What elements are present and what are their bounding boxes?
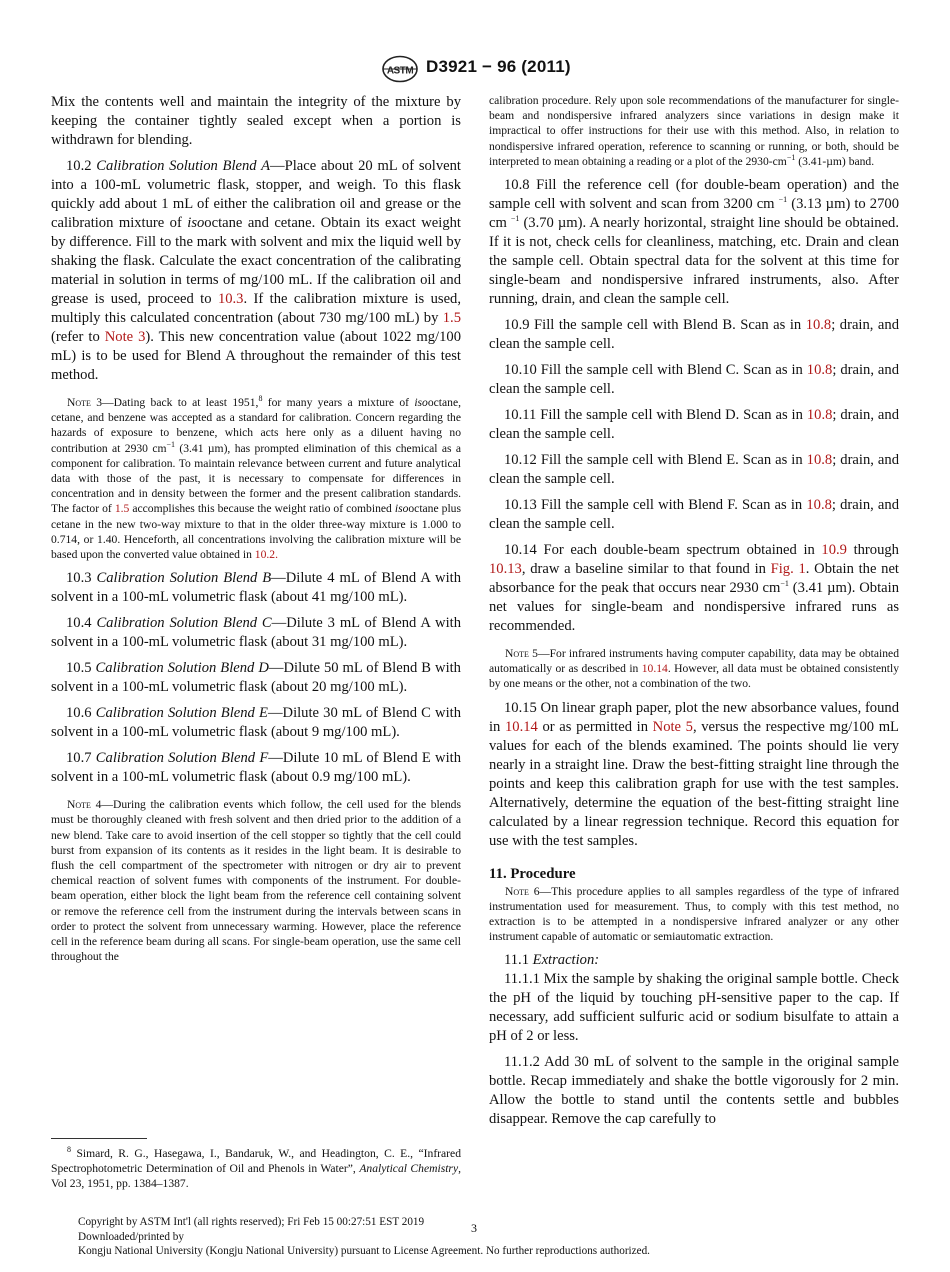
link-10-14[interactable]: 10.14 [641, 662, 668, 676]
paragraph-10-13: 10.13 Fill the sample cell with Blend F. Scan as in 10.8; drain, and clean the sample cell. [489, 497, 899, 533]
link-10-8[interactable]: 10.8 [806, 452, 833, 469]
paragraph-10-8: 10.8 Fill the reference cell (for double-beam operation) and the sample cell with solvent and scan from 3200 cm $^{-1}$ (3.13 µm) to 2700 cm $^{-1}$ (3.70 µm). A nearly horizontal, straight line should be obtained. If it is not, check cells for cleanliness, matching, etc. Drain and clean the sample cell. Obtain spectral data for the solvent at this time for single-beam and nondispersive infrared instruments, also. After running, drain, and clean the sample cell. [489, 177, 899, 308]
paragraph-11-1-2: 11.1.2 Add 30 mL of solvent to the sample in the original sample bottle. Recap immediately and shake the bottle vigorously for 2 min. Allow the bottle to stand until the contents settle and bubbles disappear. Remove the cap carefully to [489, 1054, 899, 1128]
link-10-14[interactable]: 10.14 [505, 718, 538, 735]
left-column [51, 93, 461, 964]
link-10-8[interactable]: 10.8 [806, 362, 833, 379]
link-fig-1[interactable]: Fig. 1 [770, 561, 806, 578]
link-10-13[interactable]: 10.13 [489, 561, 522, 578]
paragraph-continuation: Mix the contents well and maintain the integrity of the mixture by keeping the container tightly sealed except when a portion is withdrawn for blending. [51, 94, 461, 148]
note-3: Note 3—Dating back to at least 1951,$^8$ for many years a mixture of isooctane, cetane, and benzene was accepted as a standard for calibration. Concern regarding the hazards of exposure to benzene, which acts here only as a diluent having no contribution at 2930 $cm^{-1}$ (3.41 µm), has prompted elimination of this chemical as a component for calibration. To maintain relevance between current and future analytical data with those of the past, it is necessary to compensate for differences in concentration and in density between the former and the present calibration standards. The factor of 1.5 accomplishes this because the weight ratio of combined isooctane plus cetane in the new two-way mixture to that in the older three-way mixture is 1.000 to 0.714, or 1.40. Henceforth, all concentrations involving the calibration mixture will be based upon the converted value obtained in 10.2. [51, 394, 461, 562]
paragraph-10-6: 10.6 Calibration Solution Blend E—Dilute 30 mL of Blend C with solvent in a 100-mL volumetric flask (about 9 mg/100 mL). [51, 705, 461, 741]
footnote-divider [51, 1138, 147, 1139]
link-10-8[interactable]: 10.8 [806, 407, 833, 424]
link-10-8[interactable]: 10.8 [806, 497, 832, 514]
paragraph-11-1: 11.1 Extraction: [504, 952, 600, 969]
link-note-3[interactable]: Note 3 [104, 329, 146, 345]
note-4-continued: calibration procedure. Rely upon sole recommendations of the manufacturer for single-beam and nondispersive infrared analyzers since variations in design make it impractical to offer instructions for their use with this method. Also, in relation to nondispersive infrared operation, reference to scanning or running, or both, should be interpreted to mean obtaining a reading or a plot of the $2930-cm^{-1}$ (3.41-µm) band. [489, 94, 899, 168]
right-column [489, 93, 899, 1129]
note-5: Note 5—For infrared instruments having computer capability, data may be obtained automatically or as described in 10.14. However, all data must be obtained consistently by one means or the other, not a combination of the two. [489, 647, 899, 691]
copyright-footer [78, 1215, 650, 1259]
footnote-8: $^8$ Simard, R. G., Hasegawa, I., Bandaruk, W., and Headington, C. E., “Infrared Spectrophotometric Determination of Oil and Phenols in Water”, Analytical Chemistry, Vol 23, 1951, pp. 1384–1387. [51, 1145, 461, 1191]
page-number: 3 [471, 1221, 477, 1235]
link-10-9[interactable]: 10.9 [821, 542, 847, 559]
paragraph-10-3: 10.3 Calibration Solution Blend B—Dilute 4 mL of Blend A with solvent in a 100-mL volumetric flask (about 41 mg/100 mL). [51, 570, 461, 606]
link-1-5-note[interactable]: 1.5 [114, 502, 130, 516]
paragraph-10-10: 10.10 Fill the sample cell with Blend C. Scan as in 10.8; drain, and clean the sample cell. [489, 362, 899, 398]
link-note-5[interactable]: Note 5 [652, 718, 693, 735]
astm-logo-icon [380, 55, 420, 83]
document-id: D3921 − 96 (2011) [426, 57, 571, 76]
footer-line-1: Copyright by ASTM Int'l (all rights reserved); Fri Feb 15 00:27:51 EST 2019 [78, 1216, 425, 1228]
paragraph-10-4: 10.4 Calibration Solution Blend C—Dilute 3 mL of Blend A with solvent in a 100-mL volumetric flask (about 31 mg/100 mL). [51, 615, 462, 651]
page-header [0, 55, 950, 85]
section-11-heading: 11. Procedure [489, 865, 576, 882]
link-10-8[interactable]: 10.8 [805, 317, 832, 334]
link-1-5[interactable]: 1.5 [442, 310, 461, 326]
paragraph-11-1-1: 11.1.1 Mix the sample by shaking the original sample bottle. Check the pH of the liquid by touching pH-sensitive paper to the cap. If necessary, add sufficient sulfuric acid or sodium bisulfate to attain a pH of 2 or less. [489, 971, 899, 1045]
footer-line-3: Kongju National University (Kongju National University) pursuant to License Agreement. No further reproductions authorized. [78, 1245, 650, 1258]
paragraph-10-14: 10.14 For each double-beam spectrum obtained in 10.9 through 10.13, draw a baseline similar to that found in Fig. 1. Obtain the net absorbance for the peak that occurs near 2930 $cm^{-1}$ (3.41 µm). Obtain net values for single-beam and nondispersive infrared runs as recommended. [489, 542, 899, 635]
note-4: Note 4—During the calibration events which follow, the cell used for the blends must be thoroughly cleaned with fresh solvent and then dried prior to the addition of a new blend. Take care to avoid insertion of the cell stopper so tightly that the cell could burst from expansion of its contents as it resides in the light beam. It is desirable to flush the cell compartment of the spectrometer with nitrogen or dry air to prevent chemical reaction of solvent fumes with components of the instrument. For double-beam operation, either block the light beam from the reference cell containing solvent or remove the reference cell from the instrument during the intervals between scans in order to protect the solvent from unnecessary warming. However, place the reference cell in the reference beam during all scans. For single-beam operation, use the same cell throughout the [51, 798, 461, 964]
footer-line-2: Downloaded/printed by [78, 1230, 184, 1243]
paragraph-10-2: 10.2 Calibration Solution Blend A—Place about 20 mL of solvent into a 100-mL volumetric flask, stopper, and weigh. To this flask quickly add about 1 mL of either the calibration oil and grease or the calibration mixture of isooctane and cetane. Obtain its exact weight by difference. Fill to the mark with solvent and mix the liquid well by shaking the flask. Calculate the exact concentration of the calibrating material in solution in terms of mg/100 mL. If the calibration oil and grease is used, proceed to 10.3. If the calibration mixture is used, multiply this calculated concentration (about 730 mg/100 mL) by 1.5 (refer to Note 3). This new concentration value (about 1022 mg/100 mL) is to be used for Blend A throughout the remainder of this test method. [51, 158, 461, 383]
link-10-2[interactable]: 10.2. [254, 548, 278, 562]
note-6: Note 6—This procedure applies to all samples regardless of the type of infrared instrumentation used for measurement. Thus, to comply with this test method, no extraction is to be attempted in a nondispersive infrared analyzer or any other instrument capable of automatic or semiautomatic extraction. [489, 884, 899, 944]
paragraph-10-12: 10.12 Fill the sample cell with Blend E. Scan as in 10.8; drain, and clean the sample cell. [489, 452, 899, 488]
svg-text:ASTM: ASTM [386, 65, 414, 77]
paragraph-10-7: 10.7 Calibration Solution Blend F—Dilute 10 mL of Blend E with solvent in a 100-mL volumetric flask (about 0.9 mg/100 mL). [51, 750, 462, 786]
link-10-3[interactable]: 10.3 [217, 291, 244, 307]
paragraph-10-9: 10.9 Fill the sample cell with Blend B. Scan as in 10.8; drain, and clean the sample cell. [489, 317, 900, 353]
paragraph-10-5: 10.5 Calibration Solution Blend D—Dilute 50 mL of Blend B with solvent in a 100-mL volumetric flask (about 20 mg/100 mL). [51, 660, 461, 696]
paragraph-10-15: 10.15 On linear graph paper, plot the new absorbance values, found in 10.14 or as permitted in Note 5, versus the respective mg/100 mL values for each of the blends examined. The points should lie very nearly in a straight line. Draw the best-fitting straight line through the points and keep this calibration graph for use with the test samples. Alternatively, determine the equation of the best-fitting straight line calculated by a linear regression technique. Record this equation for use with the test samples. [489, 699, 899, 849]
paragraph-10-11: 10.11 Fill the sample cell with Blend D. Scan as in 10.8; drain, and clean the sample cell. [489, 407, 899, 443]
